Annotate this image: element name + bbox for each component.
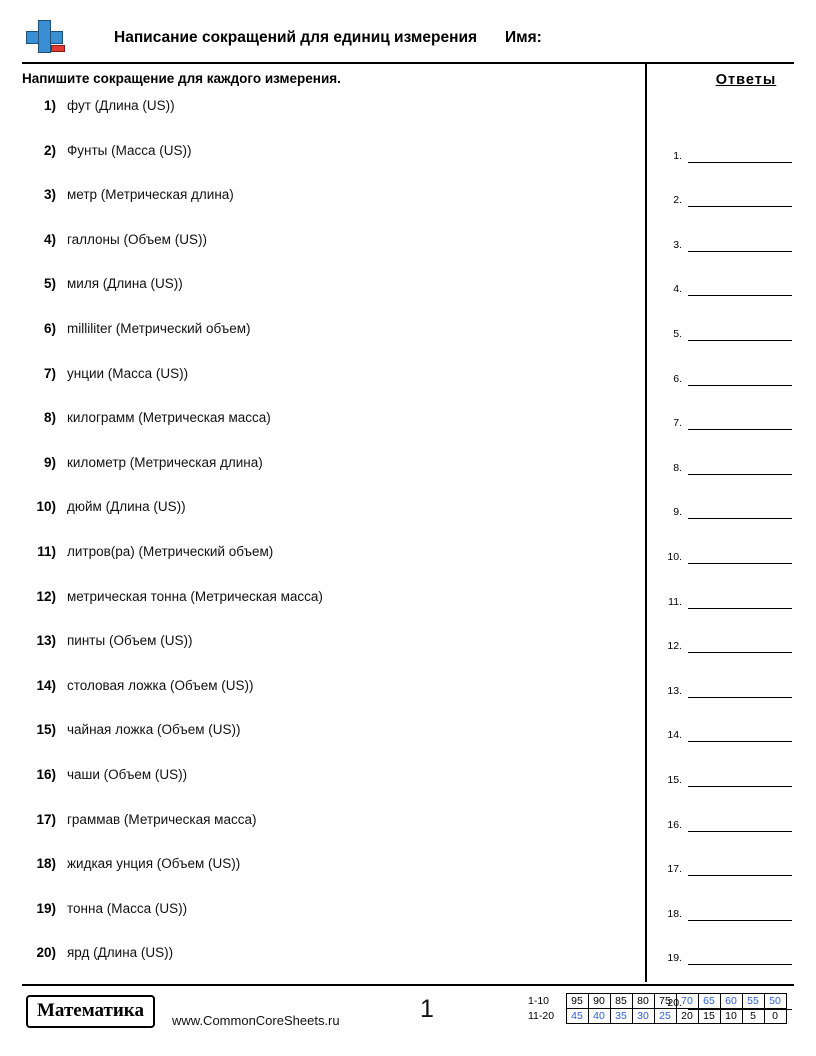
answer-row — [658, 698, 798, 743]
score-cell: 50 — [764, 994, 786, 1009]
answer-number: 12. — [667, 640, 682, 653]
answer-row — [658, 832, 798, 877]
question-number: 4) — [43, 231, 56, 247]
score-cell: 95 — [566, 994, 588, 1009]
website-url: www.CommonCoreSheets.ru — [172, 1013, 340, 1028]
question-text: ярд (Длина (US)) — [67, 945, 174, 961]
score-cell: 30 — [632, 1009, 654, 1024]
question-row — [22, 321, 632, 366]
score-cell: 70 — [676, 994, 698, 1009]
page-number: 1 — [420, 995, 434, 1023]
question-text: литров(ра) (Метрический объем) — [67, 543, 274, 559]
answer-blank[interactable] — [688, 730, 792, 742]
question-row — [22, 544, 632, 589]
answer-row — [658, 519, 798, 564]
answer-blank[interactable] — [688, 775, 792, 787]
question-row — [22, 455, 632, 500]
subject-badge: Математика — [26, 995, 155, 1028]
question-row — [22, 767, 632, 812]
question-number: 3) — [43, 187, 56, 203]
answer-number: 9. — [673, 506, 682, 519]
answer-blank[interactable] — [688, 151, 792, 163]
question-row — [22, 812, 632, 857]
answer-number: 16. — [667, 818, 682, 831]
answers-header: Ответы — [715, 72, 777, 88]
answer-row — [658, 653, 798, 698]
answer-blank[interactable] — [688, 641, 792, 653]
question-number: 2) — [43, 142, 56, 158]
question-list — [22, 98, 632, 990]
question-number: 6) — [43, 320, 56, 336]
question-number: 10) — [36, 499, 56, 515]
answer-row — [658, 118, 798, 163]
answer-blank[interactable] — [688, 864, 792, 876]
answer-row — [658, 609, 798, 654]
answer-number: 17. — [667, 863, 682, 876]
answers-column-divider — [645, 62, 647, 982]
score-cell: 85 — [610, 994, 632, 1009]
question-row — [22, 232, 632, 277]
question-row — [22, 410, 632, 455]
answer-row — [658, 475, 798, 520]
answer-number: 10. — [667, 550, 682, 563]
question-row — [22, 589, 632, 634]
question-text: пинты (Объем (US)) — [67, 633, 193, 649]
score-cell: 15 — [698, 1009, 720, 1024]
question-number: 19) — [36, 900, 56, 916]
question-row — [22, 901, 632, 946]
score-cell: 45 — [566, 1009, 588, 1024]
question-number: 5) — [43, 276, 56, 292]
answer-blank[interactable] — [688, 597, 792, 609]
answer-row — [658, 921, 798, 966]
header-divider — [22, 62, 794, 64]
question-number: 1) — [43, 98, 56, 113]
question-row — [22, 143, 632, 188]
score-cell: 55 — [742, 994, 764, 1009]
answer-number: 14. — [667, 729, 682, 742]
score-cell: 5 — [742, 1009, 764, 1024]
question-text: фут (Длина (US)) — [67, 98, 175, 113]
question-text: миля (Длина (US)) — [67, 276, 183, 292]
answer-number: 8. — [673, 461, 682, 474]
answer-number: 2. — [673, 194, 682, 207]
score-cell: 65 — [698, 994, 720, 1009]
score-row-2-label: 11-20 — [528, 1010, 555, 1022]
answer-number: 15. — [667, 773, 682, 786]
question-row — [22, 722, 632, 767]
question-text: тонна (Масса (US)) — [67, 900, 188, 916]
answer-number: 19. — [667, 952, 682, 965]
question-number: 12) — [36, 588, 56, 604]
answer-number: 4. — [673, 283, 682, 296]
question-text: столовая ложка (Объем (US)) — [67, 677, 254, 693]
answer-blank[interactable] — [688, 909, 792, 921]
question-number: 16) — [36, 766, 56, 782]
question-number: 18) — [36, 856, 56, 872]
answer-blank[interactable] — [688, 953, 792, 965]
answers-list — [658, 118, 798, 1010]
question-row — [22, 678, 632, 723]
question-text: килограмм (Метрическая масса) — [67, 410, 271, 426]
question-text: граммав (Метрическая масса) — [67, 811, 257, 827]
answer-row — [658, 564, 798, 609]
score-cell: 0 — [764, 1009, 786, 1024]
answer-number: 6. — [673, 372, 682, 385]
question-row — [22, 633, 632, 678]
answer-row — [658, 386, 798, 431]
answer-blank[interactable] — [688, 374, 792, 386]
answer-blank[interactable] — [688, 463, 792, 475]
answer-blank[interactable] — [688, 820, 792, 832]
question-text: milliliter (Метрический объем) — [67, 320, 251, 336]
question-number: 20) — [36, 945, 56, 961]
answer-row — [658, 252, 798, 297]
score-table — [528, 993, 787, 1024]
answer-blank[interactable] — [688, 686, 792, 698]
question-row — [22, 366, 632, 411]
question-row — [22, 98, 632, 143]
question-text: Фунты (Масса (US)) — [67, 142, 192, 158]
answer-row — [658, 787, 798, 832]
answer-row — [658, 430, 798, 475]
answer-row — [658, 341, 798, 386]
question-row — [22, 856, 632, 901]
name-label: Имя: — [505, 29, 542, 46]
math-cross-logo-icon — [24, 18, 68, 58]
question-text: метрическая тонна (Метрическая масса) — [67, 588, 323, 604]
answer-blank[interactable] — [688, 329, 792, 341]
question-number: 9) — [43, 454, 56, 470]
score-cell: 60 — [720, 994, 742, 1009]
score-row-1-label: 1-10 — [528, 995, 550, 1007]
question-row — [22, 499, 632, 544]
answer-blank[interactable] — [688, 552, 792, 564]
answer-row — [658, 296, 798, 341]
answer-number: 20. — [667, 996, 682, 1009]
score-cell: 35 — [610, 1009, 632, 1024]
question-number: 13) — [36, 633, 56, 649]
question-number: 7) — [43, 365, 56, 381]
question-text: унции (Масса (US)) — [67, 365, 189, 381]
question-text: жидкая унция (Объем (US)) — [67, 856, 241, 872]
answer-row — [658, 742, 798, 787]
page-title: Написание сокращений для единиц измерения — [114, 29, 478, 46]
score-cell: 75 — [654, 994, 676, 1009]
answer-number: 11. — [668, 595, 682, 608]
question-number: 15) — [36, 722, 56, 738]
question-text: галлоны (Объем (US)) — [67, 231, 207, 247]
answer-number: 1. — [673, 149, 682, 162]
score-row-1 — [528, 994, 786, 1009]
answer-number: 13. — [667, 684, 682, 697]
score-cell: 20 — [676, 1009, 698, 1024]
question-text: чаши (Объем (US)) — [67, 766, 188, 782]
score-row-2 — [528, 1009, 786, 1024]
answer-row — [658, 207, 798, 252]
question-row — [22, 187, 632, 232]
answer-number: 7. — [673, 417, 682, 430]
instruction-text: Напишите сокращение для каждого измерения. — [22, 71, 341, 86]
page-header — [24, 16, 792, 60]
question-text: дюйм (Длина (US)) — [67, 499, 186, 515]
score-cell: 90 — [588, 994, 610, 1009]
question-number: 17) — [36, 811, 56, 827]
question-text: метр (Метрическая длина) — [67, 187, 234, 203]
question-number: 14) — [36, 677, 56, 693]
answer-number: 3. — [673, 238, 682, 251]
question-text: километр (Метрическая длина) — [67, 454, 263, 470]
answer-blank[interactable] — [688, 507, 792, 519]
question-number: 11) — [37, 543, 56, 559]
answer-blank[interactable] — [688, 240, 792, 252]
score-cell: 10 — [720, 1009, 742, 1024]
question-number: 8) — [43, 410, 56, 426]
score-cell: 25 — [654, 1009, 676, 1024]
answer-row — [658, 876, 798, 921]
score-cell: 40 — [588, 1009, 610, 1024]
answer-blank[interactable] — [688, 195, 792, 207]
answer-blank[interactable] — [688, 418, 792, 430]
answer-number: 5. — [673, 327, 682, 340]
answer-blank[interactable] — [688, 284, 792, 296]
question-row — [22, 276, 632, 321]
question-text: чайная ложка (Объем (US)) — [67, 722, 241, 738]
footer-divider — [22, 984, 794, 986]
score-cell: 80 — [632, 994, 654, 1009]
answer-row — [658, 163, 798, 208]
answer-number: 18. — [667, 907, 682, 920]
